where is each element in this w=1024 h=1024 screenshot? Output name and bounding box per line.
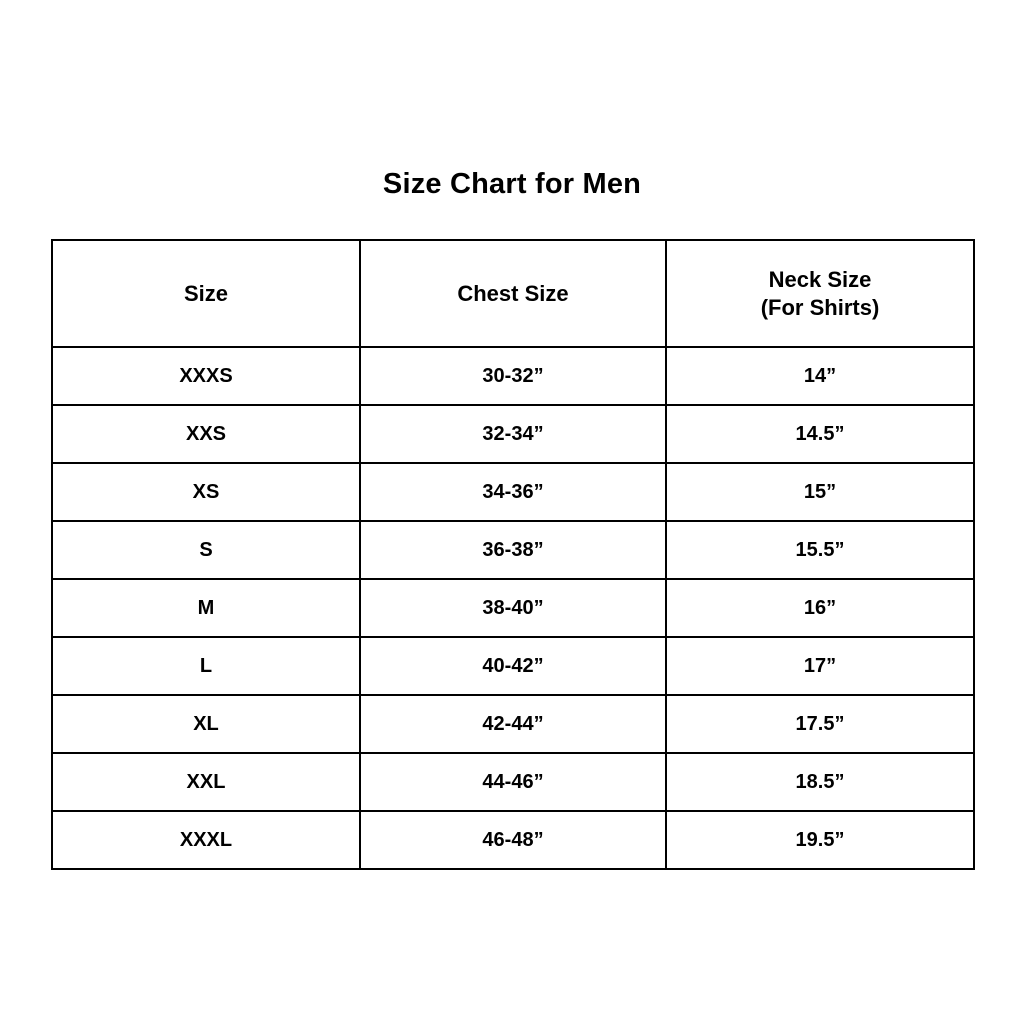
column-header-neck-size bbox=[666, 240, 974, 347]
table-row bbox=[52, 637, 974, 695]
cell-chest: 42-44” bbox=[360, 695, 666, 753]
cell-chest: 40-42” bbox=[360, 637, 666, 695]
page-title: Size Chart for Men bbox=[382, 168, 642, 200]
cell-size: XL bbox=[52, 695, 360, 753]
table-row bbox=[52, 811, 974, 869]
cell-chest: 46-48” bbox=[360, 811, 666, 869]
cell-neck: 17” bbox=[666, 637, 974, 695]
cell-neck: 18.5” bbox=[666, 753, 974, 811]
table-row bbox=[52, 463, 974, 521]
cell-neck: 17.5” bbox=[666, 695, 974, 753]
cell-size: XXL bbox=[52, 753, 360, 811]
table-header-row bbox=[52, 240, 974, 347]
cell-chest: 30-32” bbox=[360, 347, 666, 405]
size-chart-table bbox=[51, 239, 975, 870]
cell-neck: 15.5” bbox=[666, 521, 974, 579]
cell-neck: 19.5” bbox=[666, 811, 974, 869]
cell-size: XXS bbox=[52, 405, 360, 463]
column-header-neck-size-sublabel: (For Shirts) bbox=[760, 294, 880, 320]
cell-chest: 36-38” bbox=[360, 521, 666, 579]
table-row bbox=[52, 405, 974, 463]
size-chart-table-container bbox=[51, 239, 973, 870]
table-row bbox=[52, 521, 974, 579]
cell-chest: 38-40” bbox=[360, 579, 666, 637]
column-header-size-label: Size bbox=[183, 280, 229, 306]
cell-neck: 14” bbox=[666, 347, 974, 405]
cell-size: XXXL bbox=[52, 811, 360, 869]
cell-chest: 34-36” bbox=[360, 463, 666, 521]
cell-size: M bbox=[52, 579, 360, 637]
cell-size: XXXS bbox=[52, 347, 360, 405]
column-header-chest-size-label: Chest Size bbox=[457, 280, 569, 306]
column-header-neck-size-label: Neck Size bbox=[768, 267, 872, 292]
cell-neck: 15” bbox=[666, 463, 974, 521]
table-row bbox=[52, 695, 974, 753]
cell-neck: 16” bbox=[666, 579, 974, 637]
cell-size: XS bbox=[52, 463, 360, 521]
table-body bbox=[52, 347, 974, 869]
column-header-size bbox=[52, 240, 360, 347]
table-row bbox=[52, 579, 974, 637]
cell-size: L bbox=[52, 637, 360, 695]
cell-size: S bbox=[52, 521, 360, 579]
table-row bbox=[52, 753, 974, 811]
cell-chest: 32-34” bbox=[360, 405, 666, 463]
table-header bbox=[52, 240, 974, 347]
cell-chest: 44-46” bbox=[360, 753, 666, 811]
cell-neck: 14.5” bbox=[666, 405, 974, 463]
column-header-chest-size bbox=[360, 240, 666, 347]
table-row bbox=[52, 347, 974, 405]
